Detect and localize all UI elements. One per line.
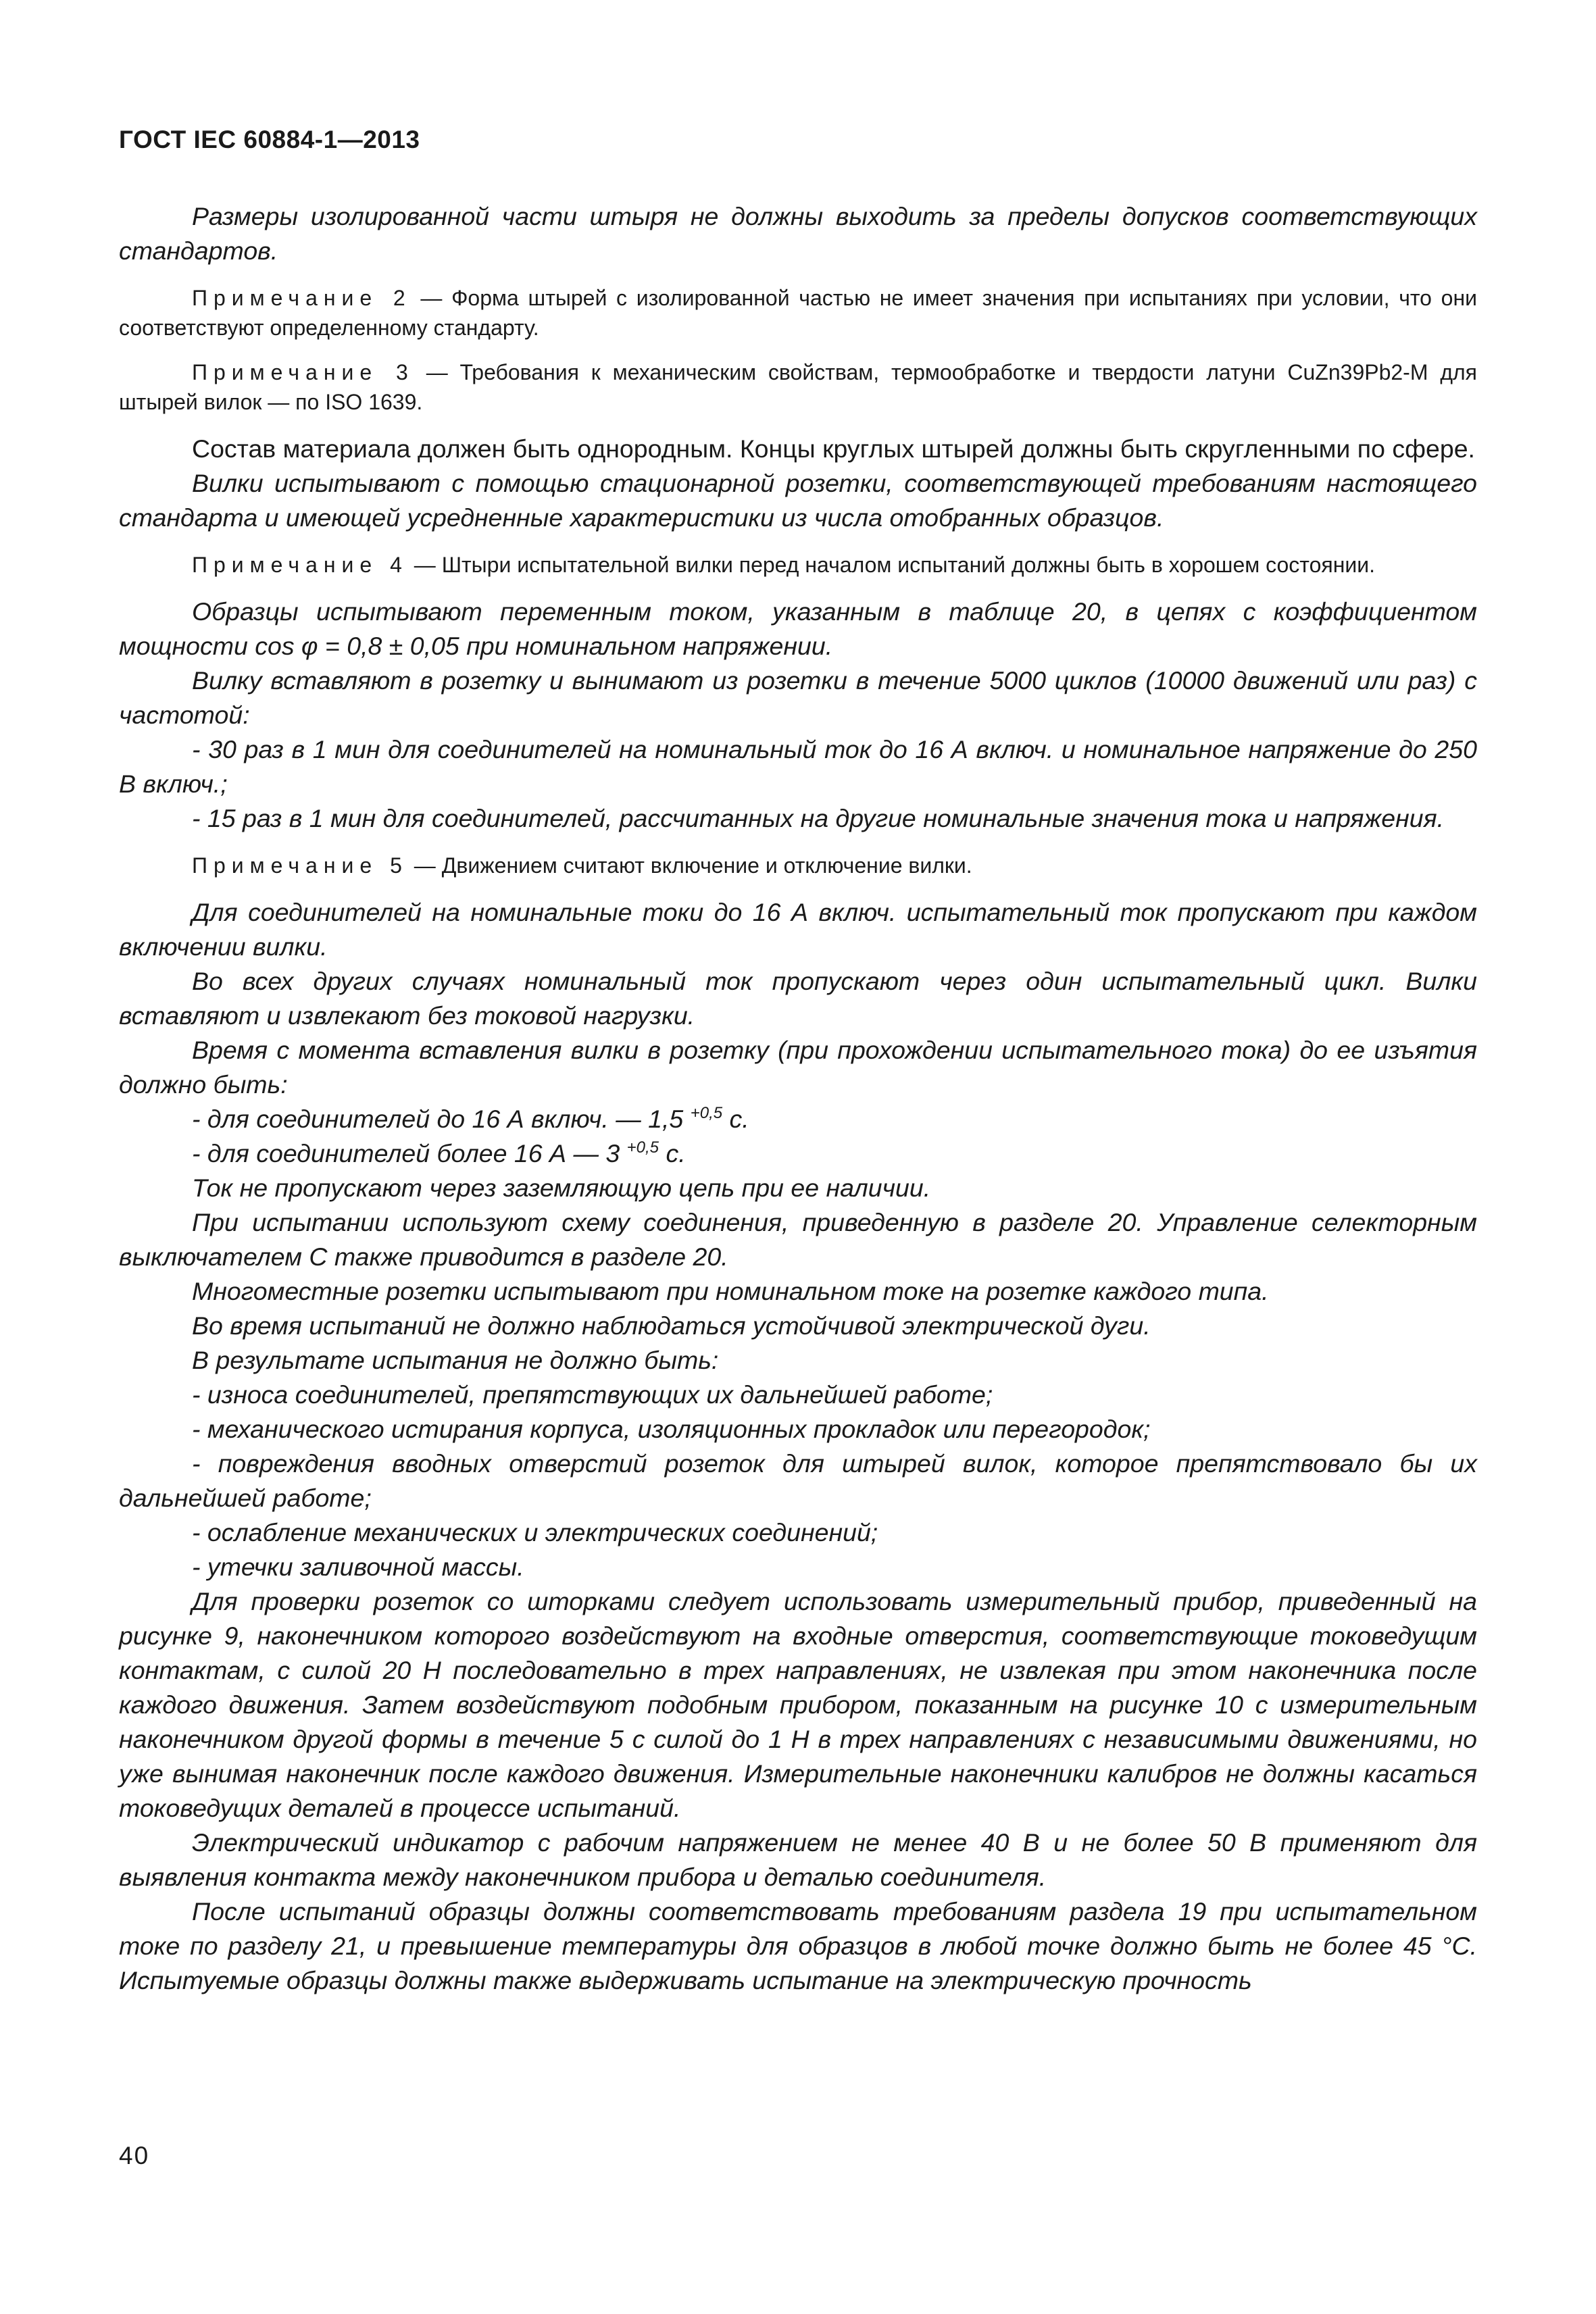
paragraph: В результате испытания не должно быть: bbox=[192, 1346, 719, 1374]
paragraph: Во всех других случаях номинальный ток пропускают через один испытательный цикл. Вилки вставляют и извлекают без токовой нагрузки. bbox=[119, 967, 1477, 1030]
list-item: - повреждения вводных отверстий розеток для штырей вилок, которое препятствовало бы их дальнейшей работе; bbox=[119, 1449, 1477, 1512]
note-label: Примечание 3 bbox=[192, 360, 414, 384]
tolerance-superscript: +0,5 bbox=[690, 1104, 723, 1122]
note-text: — Штыри испытательной вилки перед началом испытаний должны быть в хорошем состоянии. bbox=[407, 553, 1376, 577]
note-3 bbox=[119, 357, 1477, 417]
paragraph: Вилку вставляют в розетку и вынимают из розетки в течение 5000 циклов (10000 движений или раз) с частотой: bbox=[119, 666, 1477, 729]
paragraph: Состав материала должен быть однородным. Концы круглых штырей должны быть скругленными по сфере. bbox=[192, 434, 1475, 463]
note-5 bbox=[119, 851, 1477, 880]
list-item-text: - для соединителей более 16 А — 3 bbox=[192, 1139, 627, 1167]
paragraph: Ток не пропускают через заземляющую цепь при ее наличии. bbox=[192, 1174, 931, 1202]
paragraph: Вилки испытывают с помощью стационарной розетки, соответствующей требованиям настоящего стандарта и имеющей усредненные характеристики из числа отобранных образцов. bbox=[119, 469, 1477, 532]
paragraph: Для соединителей на номинальные токи до 16 А включ. испытательный ток пропускают при каждом включении вилки. bbox=[119, 898, 1477, 961]
page-number: 40 bbox=[119, 2142, 150, 2169]
note-4 bbox=[119, 550, 1477, 580]
note-text: — Требования к механическим свойствам, термообработке и твердости латуни CuZn39Pb2-M для штырей вилок — по ISO 1639. bbox=[119, 360, 1478, 414]
list-item bbox=[119, 1136, 1477, 1171]
note-label: Примечание 4 bbox=[192, 553, 408, 577]
paragraph: Размеры изолированной части штыря не должны выходить за пределы допусков соответствующих стандартов. bbox=[119, 202, 1477, 265]
list-item: - механического истирания корпуса, изоляционных прокладок или перегородок; bbox=[192, 1415, 1151, 1443]
list-item-unit: с. bbox=[659, 1139, 686, 1167]
list-item bbox=[119, 1102, 1477, 1136]
list-item-unit: с. bbox=[722, 1105, 749, 1133]
paragraph: После испытаний образцы должны соответствовать требованиям раздела 19 при испытательном токе по разделу 21, и превышение температуры для образцов в любой точке должно быть не более 45 °С. Испытуемые образцы должны также выдерживать испытание на электрическую прочность bbox=[119, 1897, 1477, 1994]
document-header: ГОСТ IEC 60884-1—2013 bbox=[119, 126, 420, 153]
list-item: - износа соединителей, препятствующих их дальнейшей работе; bbox=[192, 1380, 993, 1409]
paragraph: Время с момента вставления вилки в розетку (при прохождении испытательного тока) до ее изъятия должно быть: bbox=[119, 1036, 1477, 1099]
list-item: - 30 раз в 1 мин для соединителей на номинальный ток до 16 А включ. и номинальное напряжение до 250 В включ.; bbox=[119, 735, 1477, 798]
paragraph: Для проверки розеток со шторками следует использовать измерительный прибор, приведенный на рисунке 9, наконечником которого воздействуют на входные отверстия, соответствующие токоведущим контактам, с силой 20 Н последовательно в трех направлениях, не извлекая при этом наконечника после каждого движения. Затем воздействуют подобным прибором, показанным на рисунке 10 с измерительным наконечником другой формы в течение 5 с силой до 1 Н в трех направлениях с независимыми движениями, но уже вынимая наконечник после каждого движения. Измерительные наконечники калибров не должны касаться токоведущих деталей в процессе испытаний. bbox=[119, 1587, 1477, 1822]
list-item: - ослабление механических и электрических соединений; bbox=[192, 1518, 878, 1546]
paragraph: Электрический индикатор с рабочим напряжением не менее 40 В и не более 50 В применяют для выявления контакта между наконечником прибора и деталью соединителя. bbox=[119, 1828, 1477, 1891]
paragraph: При испытании используют схему соединения, приведенную в разделе 20. Управление селекторным выключателем С также приводится в разделе 20. bbox=[119, 1208, 1477, 1271]
list-item: - 15 раз в 1 мин для соединителей, рассчитанных на другие номинальные значения тока и напряжения. bbox=[192, 804, 1445, 832]
paragraph: Многоместные розетки испытывают при номинальном токе на розетке каждого типа. bbox=[192, 1277, 1269, 1305]
note-2 bbox=[119, 283, 1477, 343]
list-item-text: - для соединителей до 16 А включ. — 1,5 bbox=[192, 1105, 691, 1133]
note-label: Примечание 5 bbox=[192, 853, 408, 878]
note-label: Примечание 2 bbox=[192, 286, 412, 310]
paragraph: Образцы испытывают переменным током, указанным в таблице 20, в цепях с коэффициентом мощности cos φ = 0,8 ± 0,05 при номинальном напряжении. bbox=[119, 597, 1477, 660]
note-text: — Форма штырей с изолированной частью не имеет значения при испытаниях при условии, что они соответствуют определенному стандарту. bbox=[119, 286, 1478, 340]
document-body bbox=[119, 199, 1477, 1998]
note-text: — Движением считают включение и отключение вилки. bbox=[407, 853, 972, 878]
tolerance-superscript: +0,5 bbox=[626, 1138, 659, 1157]
paragraph: Во время испытаний не должно наблюдаться устойчивой электрической дуги. bbox=[192, 1311, 1151, 1340]
list-item: - утечки заливочной массы. bbox=[192, 1553, 524, 1581]
